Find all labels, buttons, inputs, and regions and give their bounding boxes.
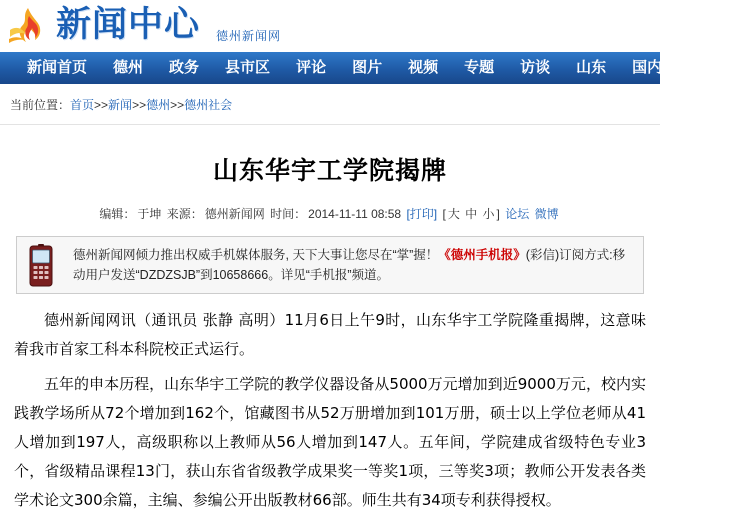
mobile-news-link[interactable]: 《德州手机报》 (438, 248, 526, 262)
breadcrumb-item-news[interactable]: 新闻 (108, 97, 133, 112)
meta-time-label: 时间： (270, 207, 307, 221)
site-header (0, 0, 660, 52)
breadcrumb-separator-3: >> (170, 97, 185, 112)
article-container (0, 151, 660, 515)
font-size-bracket-close: ] (496, 207, 500, 221)
nav-item-government[interactable]: 政务 (169, 59, 200, 76)
breadcrumb-bar (0, 84, 660, 125)
site-logo-text[interactable]: 新闻中心 (56, 5, 201, 45)
font-size-bracket-open: [ (442, 207, 446, 221)
breadcrumb-separator-1: >> (94, 97, 109, 112)
weibo-link[interactable]: 微博 (534, 207, 559, 221)
breadcrumb-item-dezhou[interactable]: 德州 (146, 97, 171, 112)
meta-editor-label: 编辑： (99, 207, 136, 221)
nav-item-special[interactable]: 专题 (464, 59, 495, 76)
print-button[interactable]: [打印] (406, 207, 438, 221)
meta-source-label: 来源： (166, 207, 203, 221)
nav-item-pictures[interactable]: 图片 (352, 59, 383, 76)
article-paragraph-2: 五年的申本历程，山东华宇工学院的教学仪器设备从5000万元增加到近9000万元，校内实践教学场所从72个增加到162个，馆藏图书从52万册增加到101万册，硕士以上学位老师从41人增加到197人，高级职称以上教师从56人增加到147人。五年间，学院建成省级特色专业3个，省级精品课程13门，获山东省省级教学成果奖一等奖1项，三等奖3项；教师公开发表各类学术论文300余篇，主编、参编公开出版教材66部。师生共有34项专利获得授权。 (14, 375, 646, 509)
nav-item-news-home[interactable]: 新闻首页 (27, 59, 88, 76)
flame-icon (8, 6, 54, 46)
font-size-medium-button[interactable]: 中 (465, 207, 478, 221)
meta-time-value: 2014-11-11 08:58 (308, 207, 402, 221)
article-paragraph-1: 德州新闻网讯（通讯员 张静 高明）11月6日上午9时，山东华宇工学院隆重揭牌，这意味着我市首家工科本科院校正式运行。 (14, 311, 646, 358)
page-title: 山东华宇工学院揭牌 (212, 156, 447, 185)
notice-text-after: (彩信)订阅方式:移动用户发送“DZDZSJB”到10658666。详见“手机报”频道。 (73, 248, 626, 282)
mobile-phone-icon (27, 244, 55, 288)
nav-item-dezhou[interactable]: 德州 (113, 59, 144, 76)
breadcrumb-separator-2: >> (132, 97, 147, 112)
article-meta (14, 205, 646, 222)
breadcrumb-item-dezhou-society[interactable]: 德州社会 (184, 97, 233, 112)
forum-link[interactable]: 论坛 (505, 207, 530, 221)
nav-item-shandong[interactable]: 山东 (576, 59, 607, 76)
breadcrumb (10, 96, 232, 113)
notice-text-before: 德州新闻网倾力推出权威手机媒体服务, 天下大事让您尽在“掌”握！ (73, 248, 439, 262)
font-size-large-button[interactable]: 大 (447, 207, 460, 221)
nav-item-counties[interactable]: 县市区 (225, 59, 271, 76)
nav-item-comment[interactable]: 评论 (296, 59, 327, 76)
breadcrumb-item-home[interactable]: 首页 (70, 97, 95, 112)
nav-item-domestic[interactable]: 国内 (632, 59, 663, 76)
nav-item-video[interactable]: 视频 (408, 59, 439, 76)
main-navigation (0, 52, 719, 84)
breadcrumb-prefix: 当前位置： (10, 97, 71, 112)
mobile-news-notice (16, 236, 644, 294)
nav-item-interview[interactable]: 访谈 (520, 59, 551, 76)
meta-editor-value: 于坤 (137, 207, 162, 221)
meta-source-value: 德州新闻网 (204, 207, 265, 221)
font-size-small-button[interactable]: 小 (482, 207, 495, 221)
site-logo-subtitle: 德州新闻网 (216, 29, 282, 43)
nav-item-international[interactable]: 国际 (688, 59, 719, 76)
